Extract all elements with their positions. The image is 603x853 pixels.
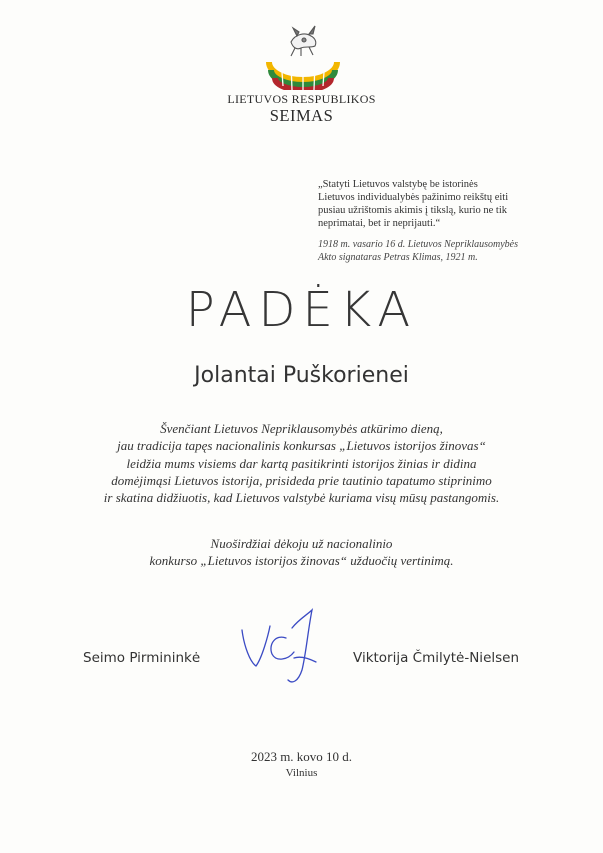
seimas-coat-of-arms-icon (261, 22, 345, 90)
body-paragraph-2 (60, 535, 543, 570)
document-title: PADĖKA (185, 282, 418, 338)
signatory-role: Seimo Pirmininkė (83, 650, 201, 666)
document-place: Vilnius (285, 767, 318, 779)
body-line: Nuoširdžiai dėkoju už nacionalinio (210, 536, 393, 551)
source-line: Akto signataras Petras Klimas, 1921 m. (318, 252, 478, 263)
org-name-line2: SEIMAS (269, 106, 334, 125)
recipient-name: Jolantai Puškorienei (194, 363, 409, 388)
body-line: leidžia mums visiems dar kartą pasitikrinti istorijos žinias ir didina (126, 455, 477, 471)
body-line: konkurso „Lietuvos istorijos žinovas“ užduočių vertinimą. (149, 553, 454, 569)
document-date: 2023 m. kovo 10 d. (250, 749, 353, 764)
quote-line: „Statyti Lietuvos valstybę be istorinės (318, 179, 478, 190)
quote-line: neprimatai, bet ir nepriјauti.“ (318, 218, 441, 229)
quote-line: pusiau užrištomis akimis į tikslą, kurio ne tik (318, 205, 507, 216)
body-line: domėjimąsi Lietuvos istorija, prisideda prie tautinio tapatumo stiprinimo (111, 472, 492, 488)
handwritten-signature (228, 600, 338, 690)
body-paragraph-1 (60, 420, 543, 506)
body-line: jau tradicija tapęs nacionalinis konkursas „Lietuvos istorijos žinovas“ (117, 438, 486, 454)
quote-line: Lietuvos individualybės pažinimo reikštų eiti (318, 192, 509, 203)
signatory-name: Viktorija Čmilytė-Nielsen (353, 650, 520, 666)
body-line: ir skatina didžiuotis, kad Lietuvos valstybė kuriama visų mūsų pastangomis. (103, 490, 500, 506)
epigraph-source (318, 238, 558, 264)
epigraph-quote (318, 178, 558, 230)
body-line: Švenčiant Lietuvos Nepriklausomybės atkūrimo dieną, (160, 421, 443, 436)
source-line: 1918 m. vasario 16 d. Lietuvos Nepriklausomybės (318, 239, 518, 250)
org-name-line1: LIETUVOS RESPUBLIKOS (227, 92, 376, 106)
